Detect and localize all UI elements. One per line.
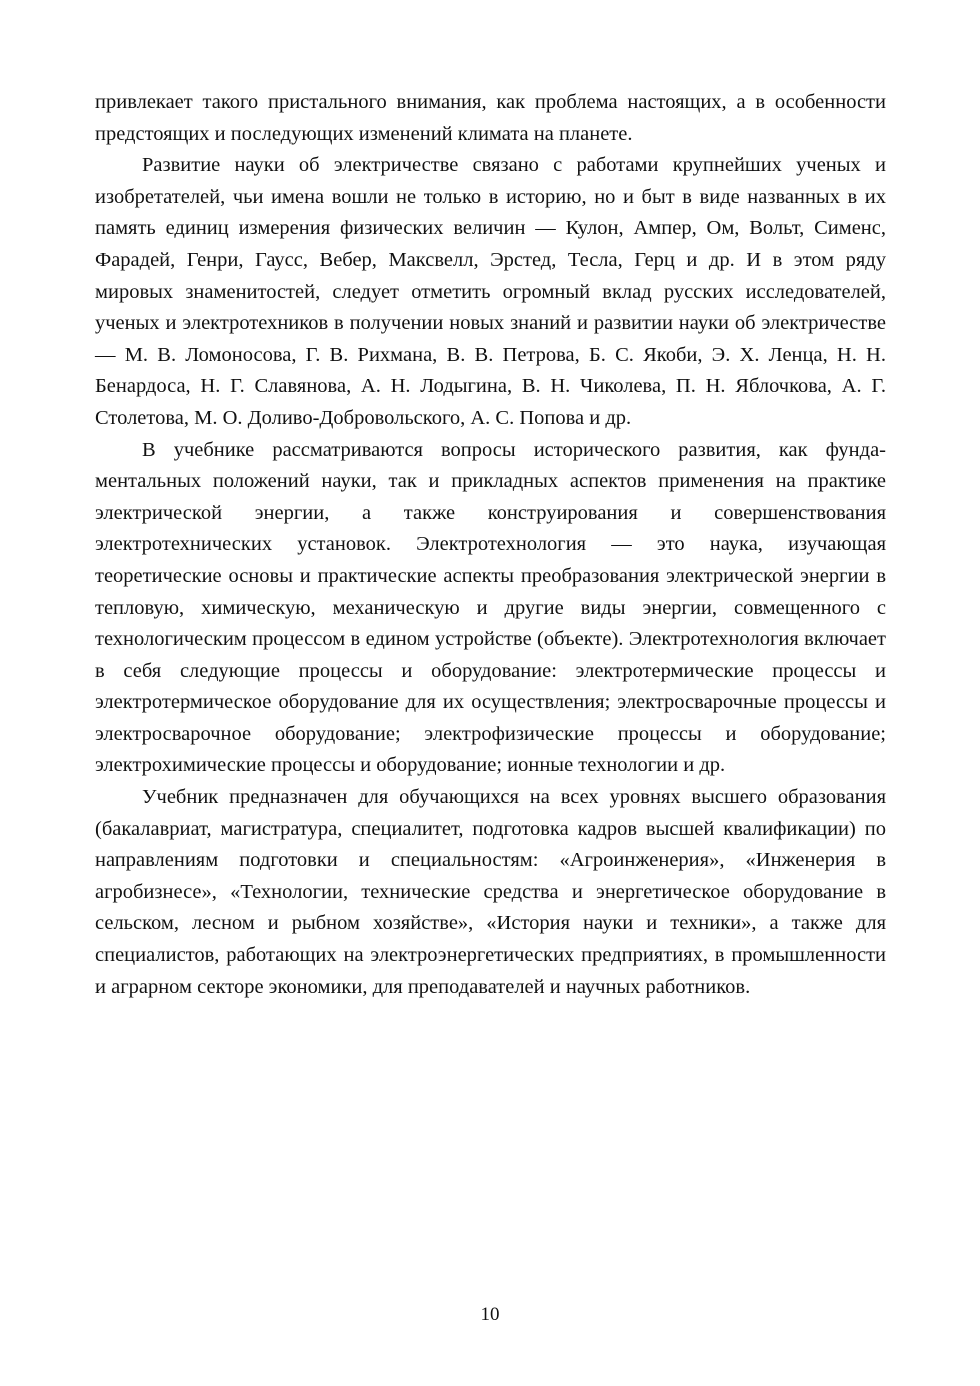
page-number: 10 [480, 1304, 500, 1325]
page-body [95, 87, 886, 1003]
paragraph-2: Развитие науки об электричестве связано с работами крупнейших ученых и изобретателей, чьи имена вошли не только в историю, но и быт в виде названных в их память единиц измерения физических величин — Кулон, Ампер, Ом, Вольт, Сименс, Фарадей, Генри, Гаусс, Вебер, Максвелл, Эрстед, Тесла, Герц и др. И в этом ряду мировых знаменитостей, следует отметить огромный вклад русских исследователей, ученых и электротехников в получении новых знаний и развитии науки об электричестве — М. В. Ломоносова, Г. В. Рихмана, В. В. Петрова, Б. С. Якоби, Э. Х. Ленца, Н. Н. Бенардоса, Н. Г. Славянова, А. Н. Лодыгина, В. Н. Чиколева, П. Н. Яблочкова, А. Г. Столетова, М. О. Доливо-Добровольского, А. С. Попова и др. [95, 154, 886, 429]
paragraph-3: В учебнике рассматриваются вопросы исторического развития, как фундаментальных положений науки, так и прикладных аспектов применения на практике электрической энергии, а также конструирования и совершенствования электротехнических установок. Электротехнология — это наука, изучающая теоретические основы и практические аспекты преобразования электрической энергии в тепловую, химическую, механическую и другие виды энергии, совмещенного с технологическим процессом в едином устройстве (объекте). Электротехнология включает в себя следующие процессы и оборудование: электротермические процессы и электротермическое оборудование для их осуществления; электросварочные процессы и электросварочное оборудование; электрофизические процессы и оборудование; электрохимические процессы и оборудование; ионные технологии и др. [95, 438, 886, 777]
paragraph-1: привлекает такого пристального внимания, как проблема настоящих, а в особенности предстоящих и последующих изменений климата на планете. [95, 91, 886, 145]
paragraph-4: Учебник предназначен для обучающихся на всех уровнях высшего образования (бакалавриат, магистратура, специалитет, подготовка кадров высшей квалификации) по направлениям подготовки и специальностям: «Агроинженерия», «Инженерия в агробизнесе», «Технологии, технические средства и энергетическое оборудование в сельском, лесном и рыбном хозяйстве», «История науки и техники», а также для специалистов, работающих на электроэнергетических предприятиях, в промышленности и аграрном секторе экономики, для преподавателей и научных работников. [95, 786, 886, 998]
